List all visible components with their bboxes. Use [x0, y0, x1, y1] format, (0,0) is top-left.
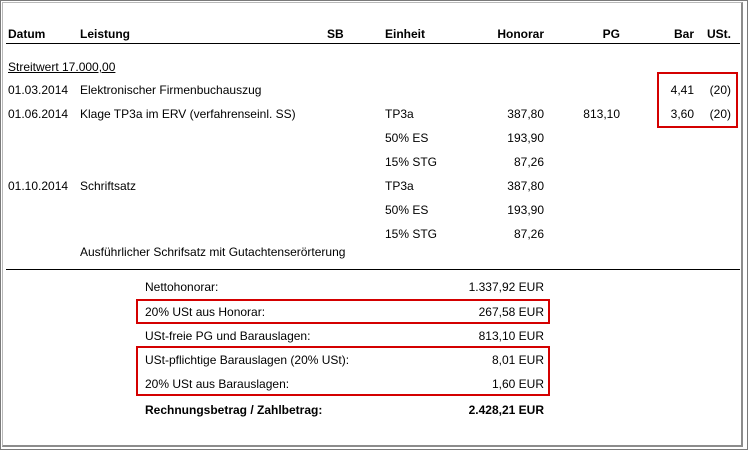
row-leistung: Klage TP3a im ERV (verfahrenseinl. SS) [80, 107, 296, 121]
highlight-ust-honorar-box [136, 299, 550, 324]
header-einheit: Einheit [385, 27, 426, 41]
header-leistung: Leistung [80, 27, 130, 41]
summary-divider [6, 269, 740, 270]
header-divider [6, 43, 740, 44]
summary-value: 813,10 EUR [478, 329, 544, 343]
summary-value: 8,01 EUR [491, 353, 544, 367]
summary-value: 1.337,92 EUR [468, 280, 544, 294]
row-leistung: Schriftsatz [80, 179, 137, 193]
row-leistung: Elektronischer Firmenbuchauszug [80, 83, 262, 97]
row-note: Ausführlicher Schrifsatz mit Gutachtenserörterung [80, 245, 346, 259]
row-datum: 01.06.2014 [8, 107, 69, 121]
summary-value: 267,58 EUR [478, 305, 544, 319]
header-ust: USt. [707, 27, 731, 41]
row-ust: (20) [709, 107, 731, 121]
row-honorar: 193,90 [507, 131, 544, 145]
row-honorar: 87,26 [513, 155, 544, 169]
summary-label: USt-pflichtige Barauslagen (20% USt): [145, 353, 350, 367]
row-einheit: 15% STG [385, 155, 438, 169]
streitwert-label: Streitwert 17.000,00 [8, 60, 116, 74]
row-einheit: TP3a [385, 179, 414, 193]
highlight-barauslagen-box [136, 346, 550, 396]
highlight-bar-ust-box [657, 72, 738, 128]
row-pg: 813,10 [583, 107, 620, 121]
row-bar: 4,41 [670, 83, 694, 97]
row-honorar: 87,26 [513, 227, 544, 241]
header-pg: PG [602, 27, 620, 41]
row-einheit: 15% STG [385, 227, 438, 241]
summary-total-label: Rechnungsbetrag / Zahlbetrag: [145, 403, 323, 417]
row-einheit: 50% ES [385, 131, 429, 145]
row-honorar: 387,80 [507, 179, 544, 193]
row-honorar: 193,90 [507, 203, 544, 217]
summary-label: Nettohonorar: [145, 280, 219, 294]
row-einheit: TP3a [385, 107, 414, 121]
summary-label: USt-freie PG und Barauslagen: [145, 329, 311, 343]
row-ust: (20) [709, 83, 731, 97]
summary-total-value: 2.428,21 EUR [468, 403, 544, 417]
summary-label: 20% USt aus Barauslagen: [145, 377, 290, 391]
row-bar: 3,60 [670, 107, 694, 121]
header-datum: Datum [8, 27, 46, 41]
row-honorar: 387,80 [507, 107, 544, 121]
row-datum: 01.10.2014 [8, 179, 69, 193]
row-einheit: 50% ES [385, 203, 429, 217]
header-sb: SB [327, 27, 344, 41]
summary-label: 20% USt aus Honorar: [145, 305, 266, 319]
row-datum: 01.03.2014 [8, 83, 69, 97]
header-bar: Bar [673, 27, 694, 41]
summary-value: 1,60 EUR [491, 377, 544, 391]
header-honorar: Honorar [497, 27, 544, 41]
